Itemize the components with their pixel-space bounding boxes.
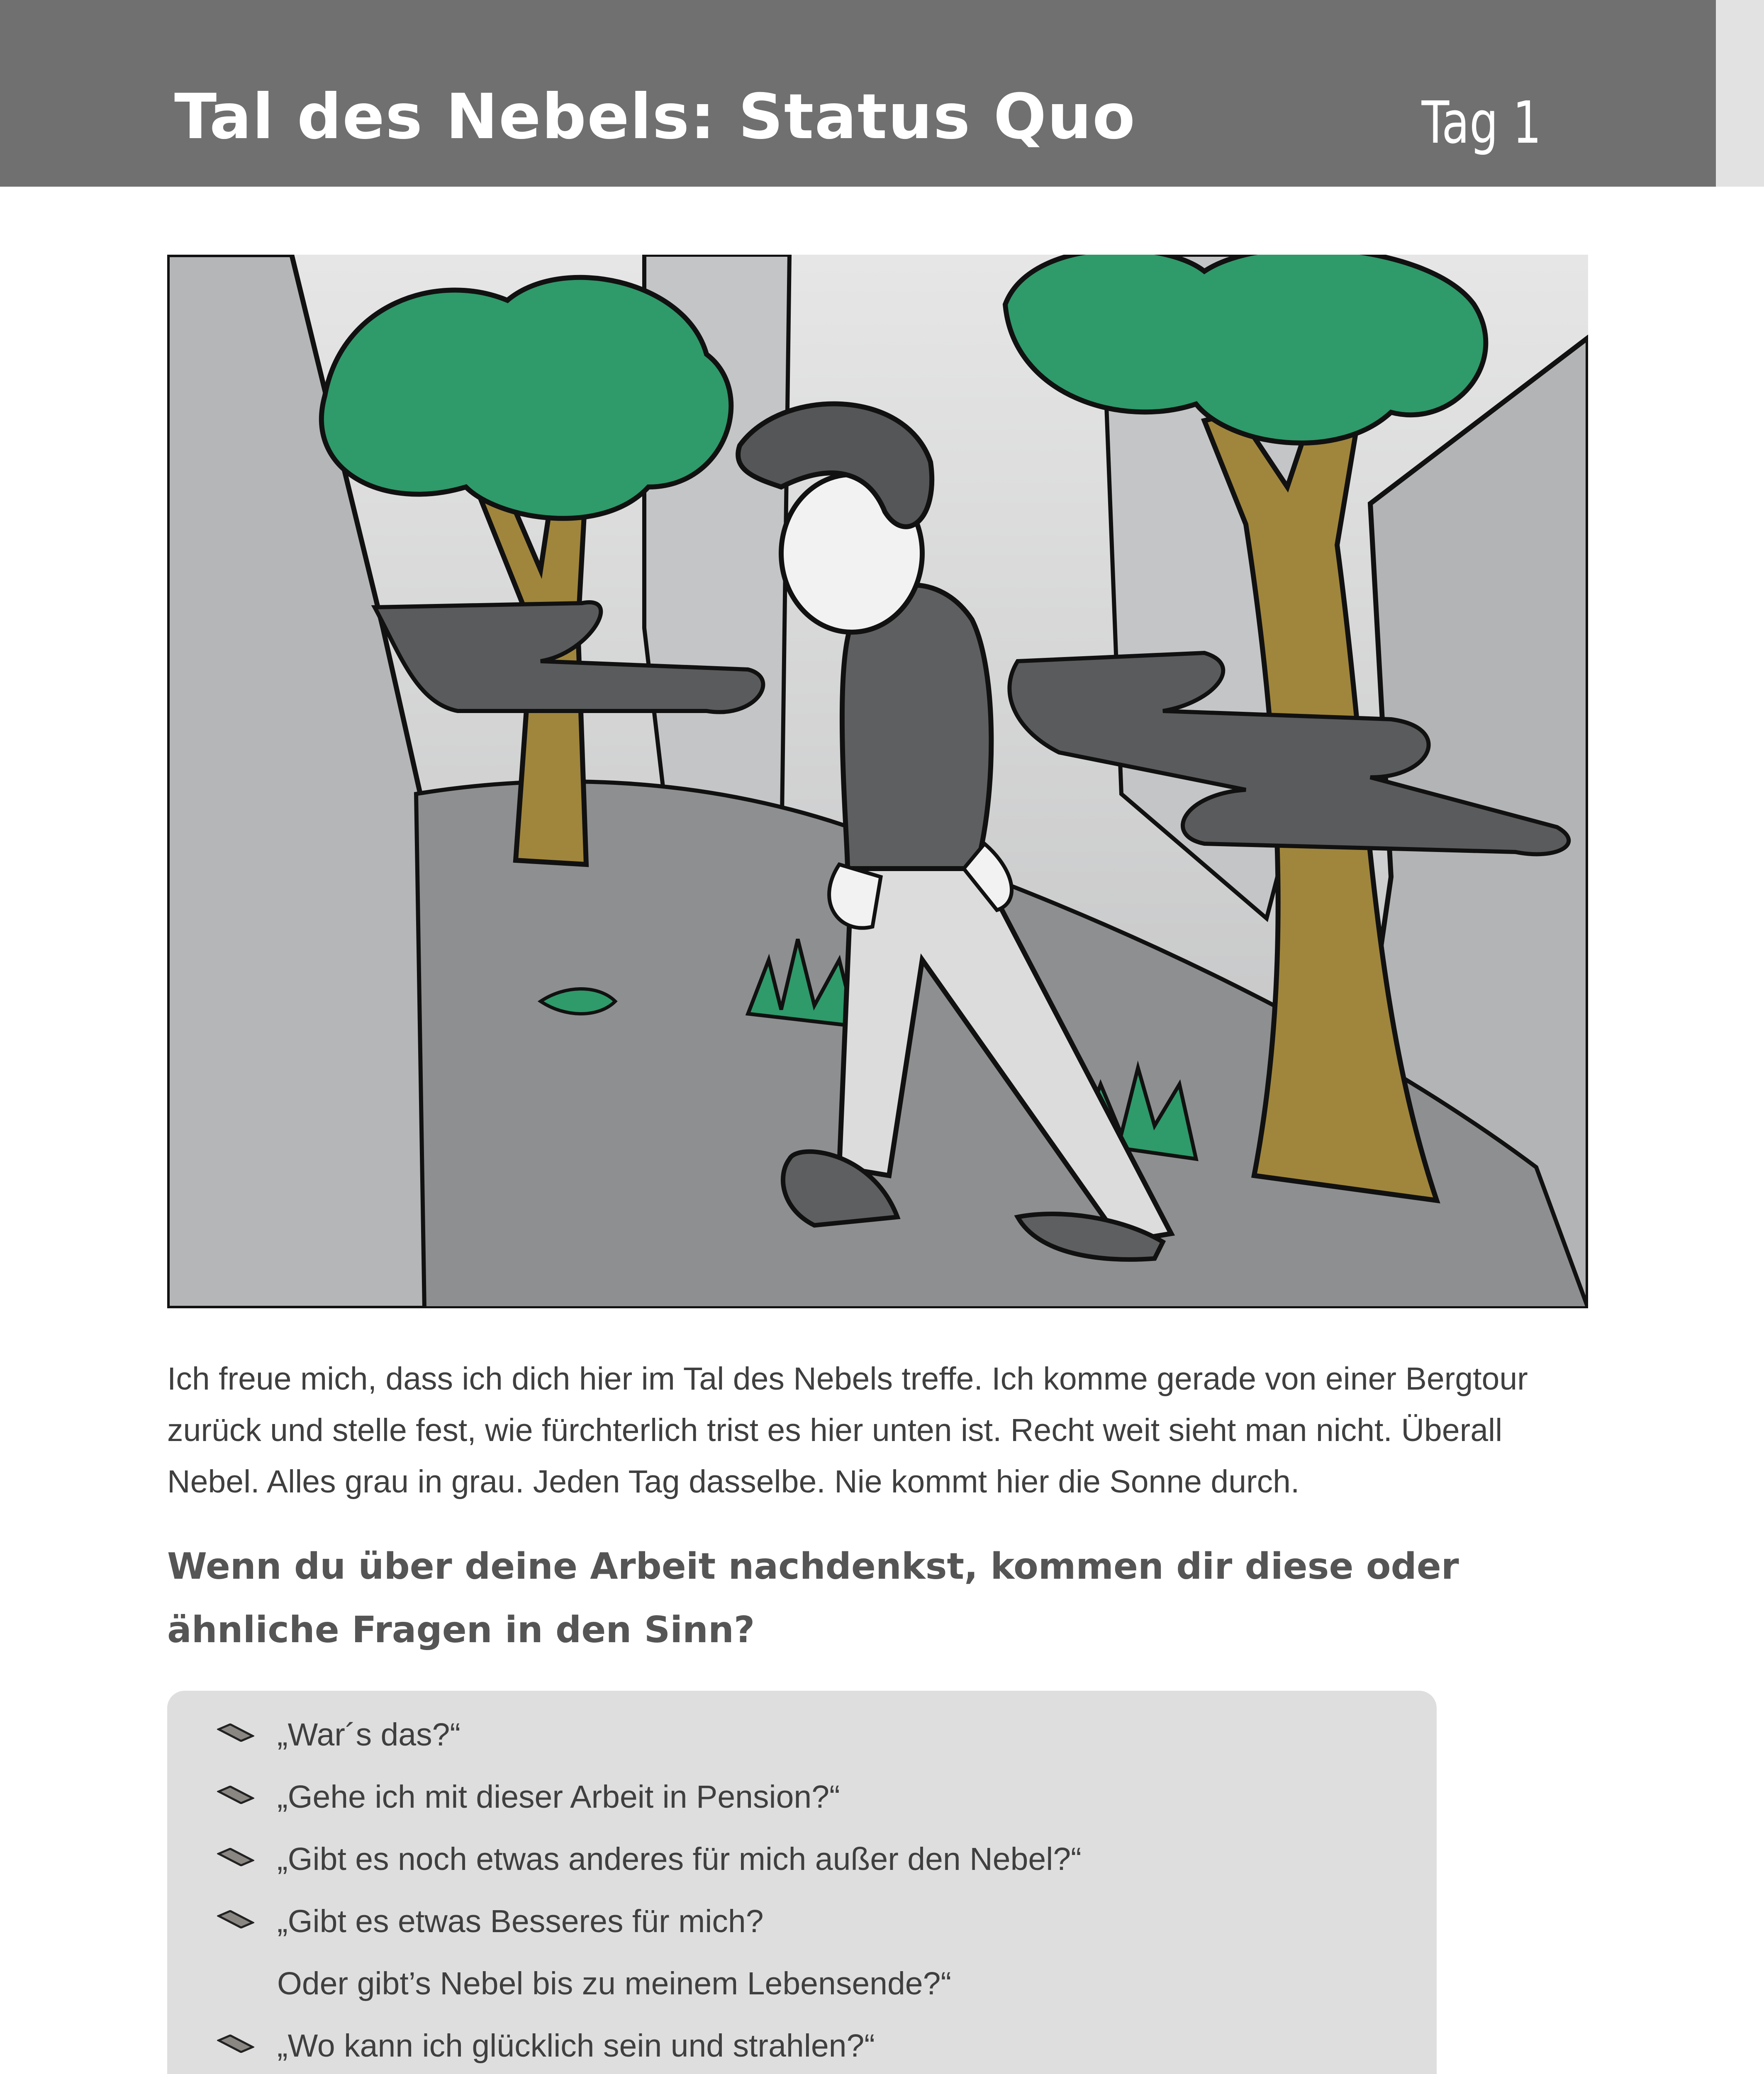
question-item: „Gibt es noch etwas anderes für mich außer den Nebel?“ <box>277 1841 1082 1877</box>
questions-box <box>167 1691 1437 2074</box>
intro-line: Ich freue mich, dass ich dich hier im Tal des Nebels treffe. Ich komme gerade von einer Bergtour <box>167 1361 1528 1397</box>
diamond-bullet-icon <box>217 1723 254 1742</box>
question-item: „Gibt es etwas Besseres für mich? <box>277 1904 764 1939</box>
intro-line: Nebel. Alles grau in grau. Jeden Tag dasselbe. Nie kommt hier die Sonne durch. <box>167 1464 1300 1500</box>
question-line: ähnliche Fragen in den Sinn? <box>167 1609 755 1651</box>
day-label: Tag 1 <box>1421 89 1542 157</box>
diamond-bullet-icon <box>217 1910 254 1928</box>
header-side-stripe <box>1716 0 1764 187</box>
question-item: „War´s das?“ <box>277 1717 461 1753</box>
diamond-bullet-icon <box>217 1786 254 1804</box>
intro-paragraph <box>167 1353 1594 1507</box>
page-header <box>0 0 1716 187</box>
question-item: „Gehe ich mit dieser Arbeit in Pension?“ <box>277 1779 840 1815</box>
illustration-foggy-valley <box>167 255 1588 1308</box>
question-item: „Wo kann ich glücklich sein und strahlen?“ <box>277 2028 875 2064</box>
diamond-bullet-icon <box>217 2035 254 2053</box>
intro-line: zurück und stelle fest, wie fürchterlich trist es hier unten ist. Recht weit sieht man nicht. Überall <box>167 1412 1503 1448</box>
question-line: Wenn du über deine Arbeit nachdenkst, kommen dir diese oder <box>167 1545 1459 1587</box>
page-title: Tal des Nebels: Status Quo <box>174 81 1136 153</box>
question-heading <box>167 1535 1594 1662</box>
question-item-continuation: Oder gibt’s Nebel bis zu meinem Lebensende?“ <box>277 1966 952 2001</box>
diamond-bullet-icon <box>217 1848 254 1866</box>
